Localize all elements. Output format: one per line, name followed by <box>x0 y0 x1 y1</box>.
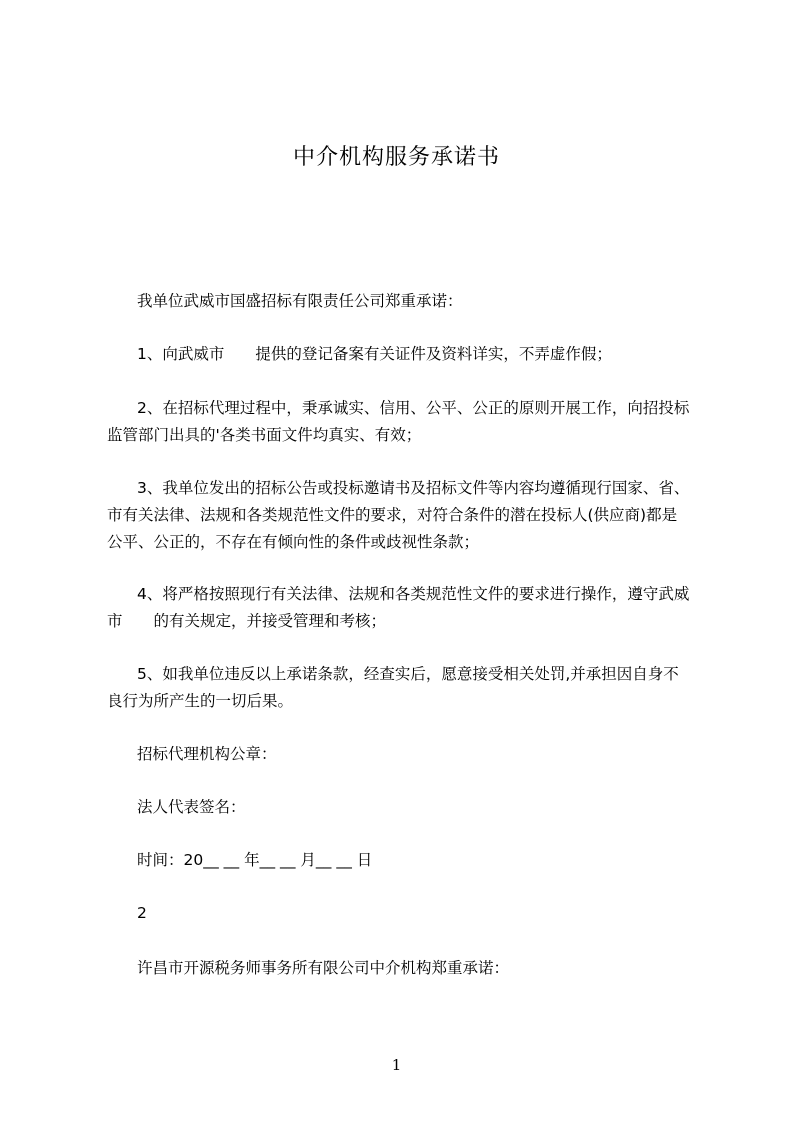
item-3-line-2: 市有关法律、法规和各类规范性文件的要求，对符合条件的潜在投标人(供应商)都是 <box>107 506 678 524</box>
document-title: 中介机构服务承诺书 <box>292 145 500 170</box>
seal-label: 招标代理机构公章： <box>137 745 277 763</box>
item-5-line-1: 5、如我单位违反以上承诺条款，经查实后，愿意接受相关处罚,并承担因自身不 <box>137 665 679 683</box>
item-2-line-1: 2、在招标代理过程中，秉承诚实、信用、公平、公正的原则开展工作，向招投标 <box>137 399 690 417</box>
item-4-line-2: 市 的有关规定，并接受管理和考核； <box>107 612 387 630</box>
signature-label: 法人代表签名： <box>137 798 246 816</box>
item-3-line-1: 3、我单位发出的招标公告或投标邀请书及招标文件等内容均遵循现行国家、省、 <box>137 479 690 497</box>
item-2-line-2: 监管部门出具的'各类书面文件均真实、有效； <box>107 426 422 444</box>
section-number: 2 <box>137 904 147 922</box>
item-4-line-1: 4、将严格按照现行有关法律、法规和各类规范性文件的要求进行操作，遵守武威 <box>137 585 690 603</box>
item-3-line-3: 公平、公正的，不存在有倾向性的条件或歧视性条款； <box>107 533 480 551</box>
date-line: 时间：20__ __ 年__ __ 月__ __ 日 <box>137 851 373 869</box>
item-1-line-1: 1、向武威市 提供的登记备案有关证件及资料详实，不弄虚作假； <box>137 345 612 363</box>
page-number: 1 <box>391 1056 402 1074</box>
intro-paragraph: 我单位武威市国盛招标有限责任公司郑重承诺： <box>137 292 463 310</box>
second-intro-paragraph: 许昌市开源税务师事务所有限公司中介机构郑重承诺： <box>137 959 510 977</box>
item-5-line-2: 良行为所产生的一切后果。 <box>107 692 294 710</box>
